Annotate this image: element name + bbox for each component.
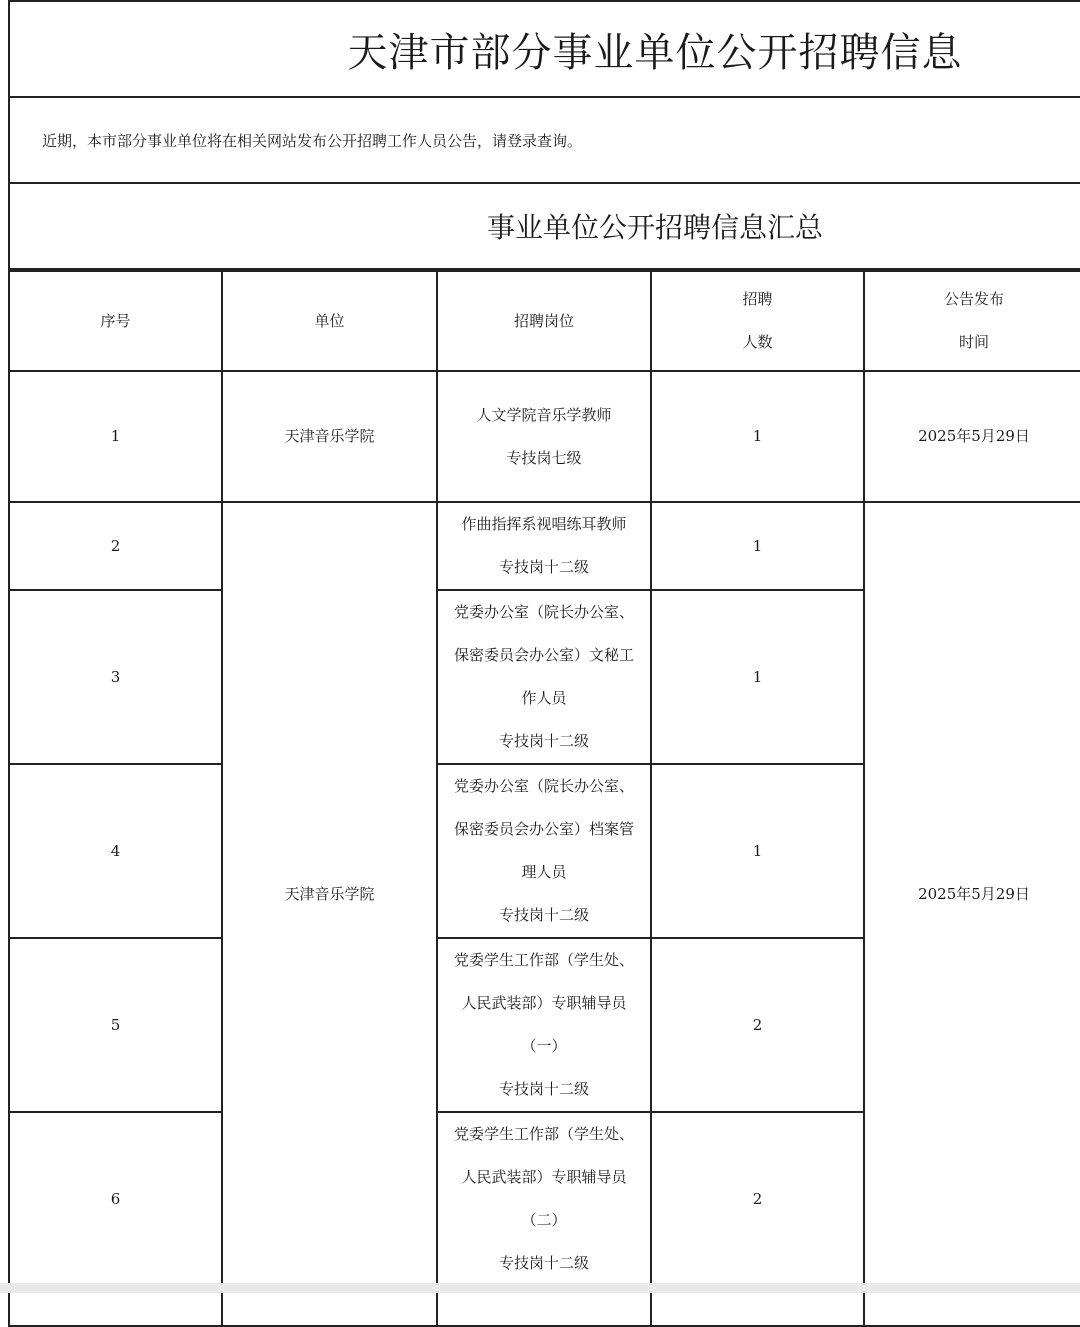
header-index: 序号 <box>10 271 222 371</box>
row-index: 1 <box>10 371 222 502</box>
row-position: 人文学院音乐学教师 专技岗七级 <box>437 371 651 502</box>
row-count: 1 <box>651 371 864 502</box>
row-position: 党委学生工作部（学生处、 人民武装部）专职辅导员 （二） 专技岗十二级 <box>437 1112 651 1286</box>
merged-date-cell: 2025年5月29日 <box>864 502 1080 1326</box>
row-position: 党委办公室（院长办公室、 保密委员会办公室）文秘工 作人员 专技岗十二级 <box>437 590 651 764</box>
header-unit: 单位 <box>222 271 437 371</box>
summary-title: 事业单位公开招聘信息汇总 <box>10 184 1080 270</box>
row-count: 1 <box>651 590 864 764</box>
row-count: 1 <box>651 502 864 590</box>
page-title: 天津市部分事业单位公开招聘信息 <box>10 0 1080 98</box>
notice-text: 近期，本市部分事业单位将在相关网站发布公开招聘工作人员公告，请登录查询。 <box>10 98 1080 184</box>
row-count: 2 <box>651 1112 864 1286</box>
document-frame <box>8 0 1080 1327</box>
row-position: 党委办公室（院长办公室、 保密委员会办公室）档案管 理人员 专技岗十二级 <box>437 764 651 938</box>
recruitment-table <box>10 270 1080 1327</box>
row-position: 党委学生工作部（学生处、 人民武装部）专职辅导员 （一） 专技岗十二级 <box>437 938 651 1112</box>
row-index: 5 <box>10 938 222 1112</box>
row-count: 2 <box>651 938 864 1112</box>
merged-unit-cell: 天津音乐学院 <box>222 502 437 1326</box>
table-header-row <box>10 271 1080 371</box>
row-index: 6 <box>10 1112 222 1286</box>
header-position: 招聘岗位 <box>437 271 651 371</box>
header-date: 公告发布 时间 <box>864 271 1080 371</box>
row-date: 2025年5月29日 <box>864 371 1080 502</box>
table-row <box>10 502 1080 590</box>
header-count: 招聘 人数 <box>651 271 864 371</box>
row-index: 4 <box>10 764 222 938</box>
row-unit: 天津音乐学院 <box>222 371 437 502</box>
table-row <box>10 371 1080 502</box>
row-position: 作曲指挥系视唱练耳教师 专技岗十二级 <box>437 502 651 590</box>
row-count: 1 <box>651 764 864 938</box>
bottom-edge-strip <box>0 1283 1080 1293</box>
row-index: 3 <box>10 590 222 764</box>
row-index: 2 <box>10 502 222 590</box>
